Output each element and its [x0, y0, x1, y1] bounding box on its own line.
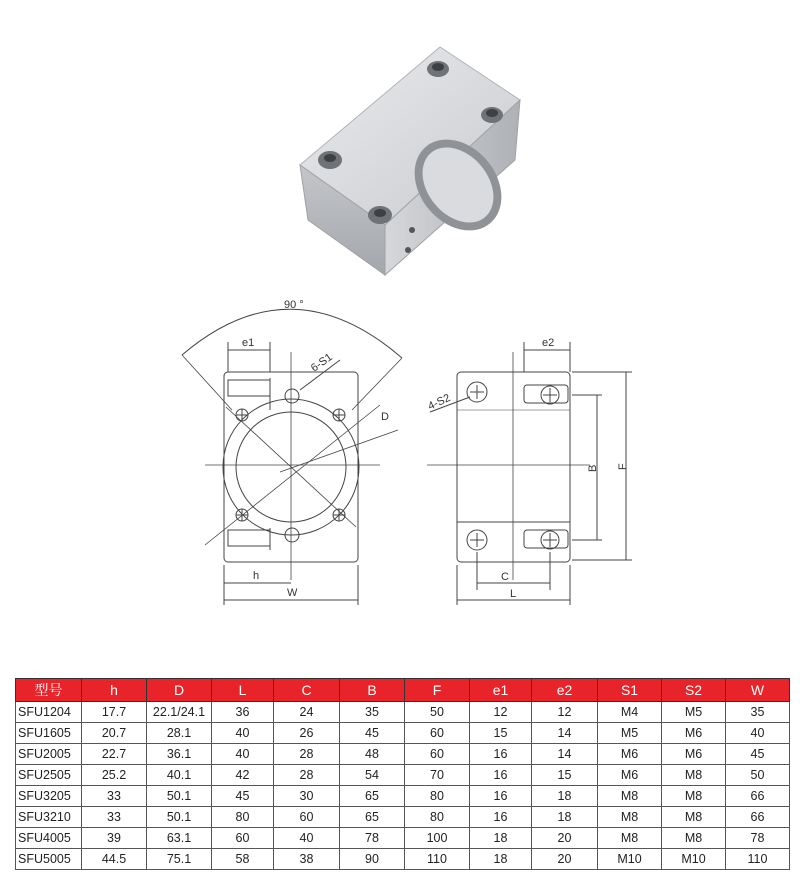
value-cell: 24	[274, 702, 340, 723]
value-cell: 28	[274, 765, 340, 786]
value-cell: 35	[340, 702, 405, 723]
value-cell: 15	[532, 765, 598, 786]
model-cell: SFU3205	[16, 786, 82, 807]
value-cell: 30	[274, 786, 340, 807]
value-cell: 44.5	[82, 849, 147, 870]
value-cell: 15	[470, 723, 532, 744]
value-cell: 14	[532, 744, 598, 765]
value-cell: 78	[726, 828, 790, 849]
column-header: S1	[598, 679, 662, 702]
value-cell: 80	[212, 807, 274, 828]
l-label: L	[510, 588, 517, 600]
angle-label: 90 °	[284, 299, 304, 311]
value-cell: 42	[212, 765, 274, 786]
value-cell: M6	[598, 744, 662, 765]
value-cell: M6	[598, 765, 662, 786]
table-row	[16, 723, 790, 744]
value-cell: 20	[532, 828, 598, 849]
table-row	[16, 744, 790, 765]
column-header: C	[274, 679, 340, 702]
six-s1-label: 6-S1	[308, 351, 335, 375]
value-cell: M8	[662, 765, 726, 786]
value-cell: M4	[598, 702, 662, 723]
b-label: B	[587, 464, 599, 472]
column-header: L	[212, 679, 274, 702]
value-cell: 60	[212, 828, 274, 849]
value-cell: 40	[726, 723, 790, 744]
value-cell: 110	[726, 849, 790, 870]
model-cell: SFU3210	[16, 807, 82, 828]
value-cell: M8	[598, 807, 662, 828]
value-cell: 20	[532, 849, 598, 870]
front-view	[182, 309, 402, 605]
value-cell: 40	[274, 828, 340, 849]
h-label: h	[253, 570, 260, 582]
value-cell: 40.1	[147, 765, 212, 786]
column-header: D	[147, 679, 212, 702]
value-cell: 26	[274, 723, 340, 744]
value-cell: 18	[532, 807, 598, 828]
value-cell: 35	[726, 702, 790, 723]
value-cell: 20.7	[82, 723, 147, 744]
value-cell: 40	[212, 744, 274, 765]
value-cell: M5	[598, 723, 662, 744]
value-cell: M10	[598, 849, 662, 870]
four-s2-label: 4-S2	[426, 392, 453, 413]
value-cell: 65	[340, 786, 405, 807]
column-header: W	[726, 679, 790, 702]
value-cell: 12	[470, 702, 532, 723]
model-cell: SFU2005	[16, 744, 82, 765]
value-cell: 80	[405, 807, 470, 828]
value-cell: 16	[470, 807, 532, 828]
value-cell: M8	[662, 828, 726, 849]
column-header: 型号	[16, 679, 82, 702]
value-cell: 18	[532, 786, 598, 807]
column-header: F	[405, 679, 470, 702]
value-cell: 66	[726, 786, 790, 807]
value-cell: 60	[405, 744, 470, 765]
product-photo	[290, 35, 530, 285]
value-cell: 78	[340, 828, 405, 849]
value-cell: 33	[82, 807, 147, 828]
column-header: S2	[662, 679, 726, 702]
model-cell: SFU1605	[16, 723, 82, 744]
value-cell: 33	[82, 786, 147, 807]
value-cell: 63.1	[147, 828, 212, 849]
value-cell: 22.1/24.1	[147, 702, 212, 723]
value-cell: M10	[662, 849, 726, 870]
value-cell: 14	[532, 723, 598, 744]
value-cell: 17.7	[82, 702, 147, 723]
value-cell: 16	[470, 744, 532, 765]
value-cell: 75.1	[147, 849, 212, 870]
value-cell: 45	[340, 723, 405, 744]
value-cell: 54	[340, 765, 405, 786]
w-label: W	[287, 587, 298, 599]
table-row	[16, 828, 790, 849]
value-cell: 50.1	[147, 807, 212, 828]
value-cell: 16	[470, 765, 532, 786]
value-cell: M5	[662, 702, 726, 723]
value-cell: M6	[662, 744, 726, 765]
value-cell: 18	[470, 828, 532, 849]
value-cell: M8	[598, 786, 662, 807]
table-header-row	[16, 679, 790, 702]
table-row	[16, 702, 790, 723]
e1-label: e1	[242, 337, 255, 349]
value-cell: 80	[405, 786, 470, 807]
value-cell: 110	[405, 849, 470, 870]
column-header: h	[82, 679, 147, 702]
f-label: F	[617, 463, 629, 470]
table-row	[16, 786, 790, 807]
table-row	[16, 807, 790, 828]
value-cell: 18	[470, 849, 532, 870]
value-cell: 48	[340, 744, 405, 765]
column-header: e2	[532, 679, 598, 702]
model-cell: SFU1204	[16, 702, 82, 723]
model-cell: SFU4005	[16, 828, 82, 849]
value-cell: 36	[212, 702, 274, 723]
value-cell: 36.1	[147, 744, 212, 765]
column-header: B	[340, 679, 405, 702]
value-cell: 38	[274, 849, 340, 870]
value-cell: 12	[532, 702, 598, 723]
value-cell: 66	[726, 807, 790, 828]
value-cell: M8	[662, 807, 726, 828]
value-cell: 28.1	[147, 723, 212, 744]
side-view	[427, 342, 632, 605]
value-cell: 50.1	[147, 786, 212, 807]
value-cell: 60	[405, 723, 470, 744]
value-cell: 90	[340, 849, 405, 870]
value-cell: 65	[340, 807, 405, 828]
table-row	[16, 849, 790, 870]
value-cell: 45	[212, 786, 274, 807]
value-cell: M8	[662, 786, 726, 807]
technical-drawing	[0, 290, 800, 620]
value-cell: 50	[726, 765, 790, 786]
value-cell: 40	[212, 723, 274, 744]
value-cell: M8	[598, 828, 662, 849]
value-cell: 70	[405, 765, 470, 786]
value-cell: 60	[274, 807, 340, 828]
value-cell: 28	[274, 744, 340, 765]
value-cell: M6	[662, 723, 726, 744]
column-header: e1	[470, 679, 532, 702]
spec-table	[15, 678, 790, 870]
value-cell: 50	[405, 702, 470, 723]
e2-label: e2	[542, 337, 555, 349]
value-cell: 45	[726, 744, 790, 765]
value-cell: 25.2	[82, 765, 147, 786]
value-cell: 16	[470, 786, 532, 807]
c-label: C	[501, 571, 509, 583]
value-cell: 39	[82, 828, 147, 849]
model-cell: SFU5005	[16, 849, 82, 870]
d-label: D	[381, 411, 389, 423]
value-cell: 100	[405, 828, 470, 849]
value-cell: 22.7	[82, 744, 147, 765]
table-row	[16, 765, 790, 786]
value-cell: 58	[212, 849, 274, 870]
model-cell: SFU2505	[16, 765, 82, 786]
